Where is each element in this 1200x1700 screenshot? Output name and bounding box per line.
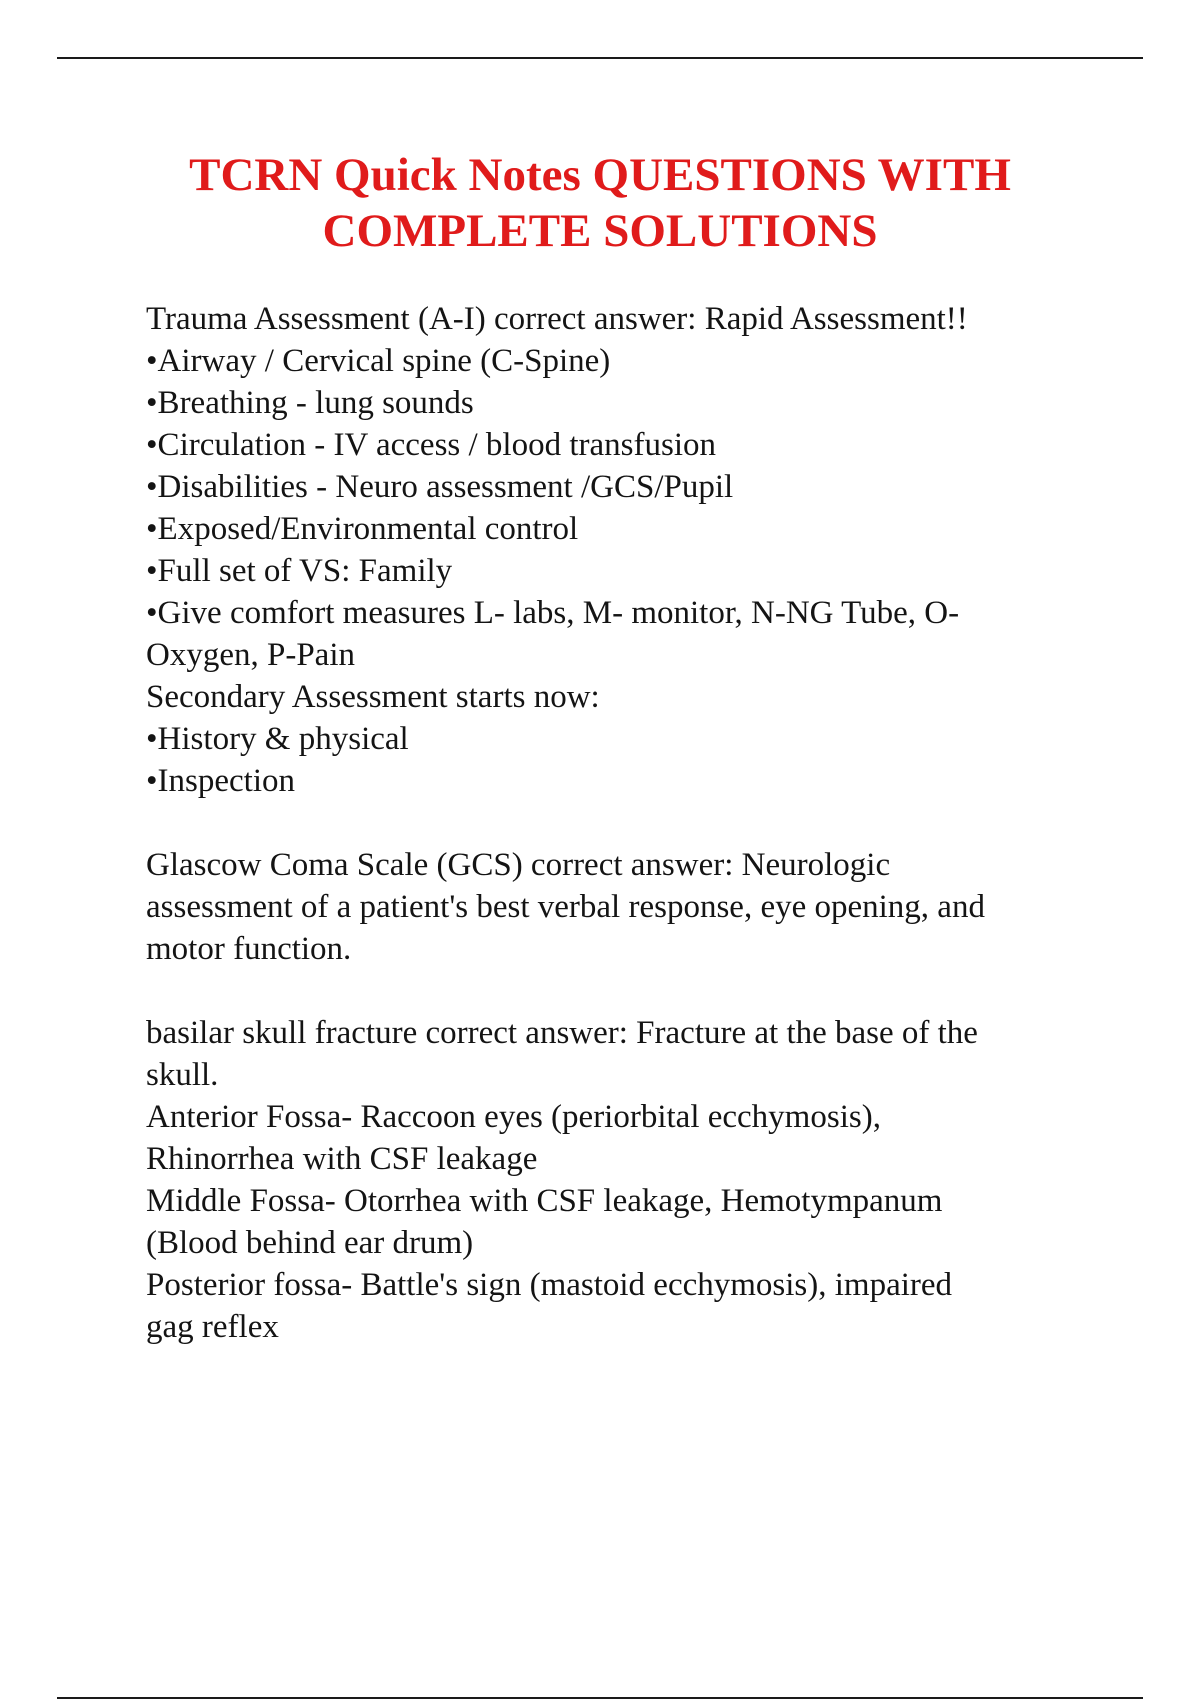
text-line: •Circulation - IV access / blood transfusion xyxy=(146,427,716,463)
text-line: Rhinorrhea with CSF leakage xyxy=(146,1141,538,1177)
title-line-2: COMPLETE SOLUTIONS xyxy=(322,205,878,257)
text-line: assessment of a patient's best verbal response, eye opening, and xyxy=(146,889,985,925)
text-line: •Inspection xyxy=(146,763,296,799)
entry-basilar-skull-fracture xyxy=(146,1012,1086,1348)
bottom-divider xyxy=(57,1697,1143,1699)
page-title xyxy=(100,147,1100,259)
text-line: Secondary Assessment starts now: xyxy=(146,679,600,715)
notes-body xyxy=(146,298,1086,1348)
text-line: Glascow Coma Scale (GCS) correct answer: Neurologic xyxy=(146,847,891,883)
text-line: Middle Fossa- Otorrhea with CSF leakage, Hemotympanum xyxy=(146,1183,943,1219)
text-line: Oxygen, P-Pain xyxy=(146,637,355,673)
text-line: •Exposed/Environmental control xyxy=(146,511,579,547)
text-line: motor function. xyxy=(146,931,352,967)
text-line: •History & physical xyxy=(146,721,409,757)
paragraph-gap xyxy=(146,802,1086,844)
entry-trauma-assessment xyxy=(146,298,1086,802)
top-divider xyxy=(57,57,1143,59)
text-line: Anterior Fossa- Raccoon eyes (periorbital ecchymosis), xyxy=(146,1099,881,1135)
text-line: gag reflex xyxy=(146,1309,279,1345)
text-line: Posterior fossa- Battle's sign (mastoid ecchymosis), impaired xyxy=(146,1267,953,1303)
paragraph-gap xyxy=(146,970,1086,1012)
text-line: •Disabilities - Neuro assessment /GCS/Pupil xyxy=(146,469,734,505)
text-line: Trauma Assessment (A-I) correct answer: Rapid Assessment!! xyxy=(146,301,968,337)
text-line: •Airway / Cervical spine (C-Spine) xyxy=(146,343,611,379)
entry-glascow-coma-scale xyxy=(146,844,1086,970)
text-line: •Full set of VS: Family xyxy=(146,553,453,589)
title-line-1: TCRN Quick Notes QUESTIONS WITH xyxy=(189,149,1011,201)
text-line: skull. xyxy=(146,1057,219,1093)
text-line: •Breathing - lung sounds xyxy=(146,385,474,421)
text-line: •Give comfort measures L- labs, M- monitor, N-NG Tube, O- xyxy=(146,595,960,631)
text-line: basilar skull fracture correct answer: Fracture at the base of the xyxy=(146,1015,978,1051)
text-line: (Blood behind ear drum) xyxy=(146,1225,474,1261)
